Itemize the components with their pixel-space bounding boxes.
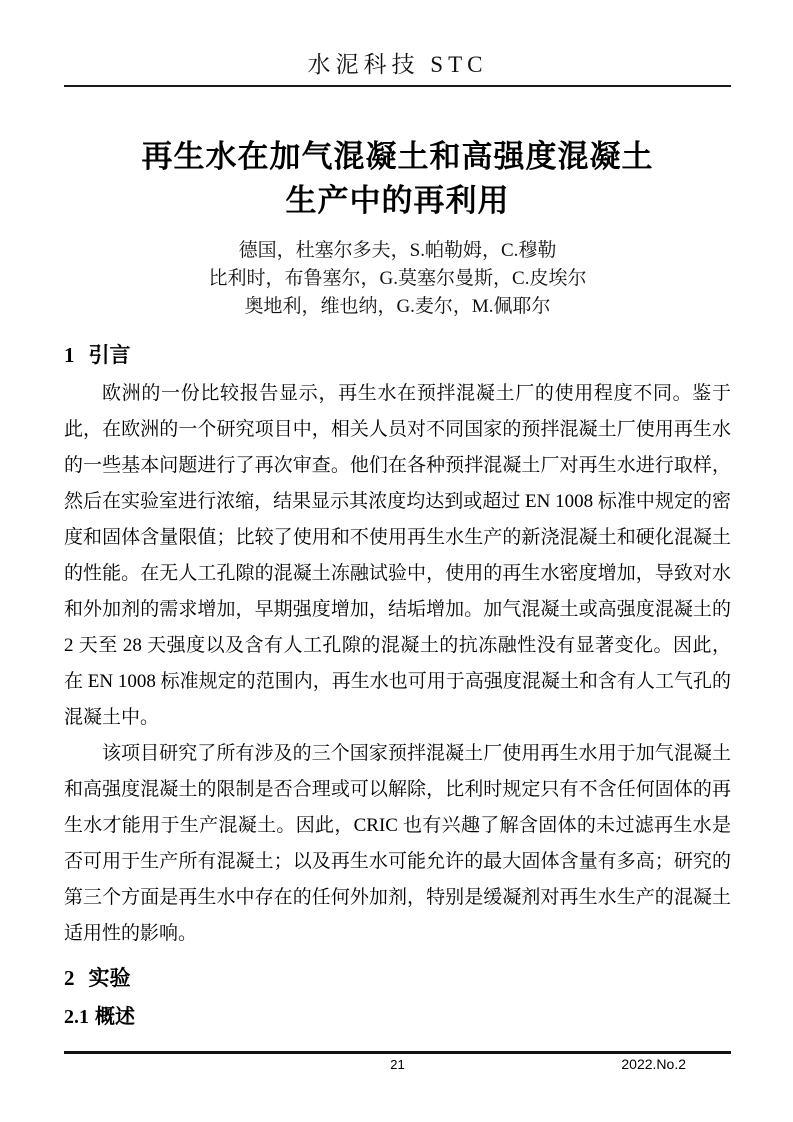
section-title: 引言: [88, 344, 131, 367]
header-divider: [64, 85, 731, 87]
subsection-title: 概述: [95, 1006, 135, 1028]
author-block: [64, 237, 731, 321]
section-number: 2: [64, 966, 75, 990]
footer-divider: [64, 1051, 731, 1054]
article-title: [64, 135, 731, 223]
section-heading-experiment: [64, 964, 731, 993]
section-heading-introduction: [64, 341, 731, 370]
page-footer: [64, 1051, 731, 1091]
article-title-line-1: 再生水在加气混凝土和高强度混凝土: [141, 139, 654, 174]
intro-paragraph-2: 该项目研究了所有涉及的三个国家预拌混凝土厂使用再生水用于加气混凝土和高强度混凝土的限制是否合理或可以解除，比利时规定只有不含任何固体的再生水才能用于生产混凝土。因此，CRIC 也有兴趣了解含固体的未过滤再生水是否可用于生产所有混凝土；以及再生水可能允许的最大固体含量有多高；研究的第三个方面是再生水中存在的任何外加剂，特别是缓凝剂对再生水生产的混凝土适用性的影响。: [64, 743, 731, 944]
section-number: 1: [64, 343, 75, 367]
issue-label: 2022.No.2: [621, 1056, 686, 1072]
journal-title: 水泥科技 STC: [307, 52, 488, 77]
intro-paragraph-1: 欧洲的一份比较报告显示，再生水在预拌混凝土厂的使用程度不同。鉴于此，在欧洲的一个研究项目中，相关人员对不同国家的预拌混凝土厂使用再生水的一些基本问题进行了再次审查。他们在各种预拌混凝土厂对再生水进行取样，然后在实验室进行浓缩，结果显示其浓度均达到或超过 EN 1008 标准中规定的密度和固体含量限值；比较了使用和不使用再生水生产的新浇混凝土和硬化混凝土的性能。在无人工孔隙的混凝土冻融试验中，使用的再生水密度增加，导致对水和外加剂的需求增加，早期强度增加，结垢增加。加气混凝土或高强度混凝土的 2 天至 28 天强度以及含有人工孔隙的混凝土的抗冻融性没有显著变化。因此，在 EN 1008 标准规定的范围内，再生水也可用于高强度混凝土和含有人工气孔的混凝土中。: [64, 383, 731, 728]
article-title-line-2: 生产中的再利用: [285, 183, 510, 218]
author-line-austria: 奥地利，维也纳，G.麦尔，M.佩耶尔: [244, 296, 551, 317]
section-title: 实验: [88, 967, 131, 990]
journal-header: [64, 0, 731, 87]
subsection-number: 2.1: [64, 1006, 89, 1028]
page-number: 21: [390, 1057, 405, 1072]
author-line-germany: 德国，杜塞尔多夫，S.帕勒姆，C.穆勒: [238, 240, 557, 261]
subsection-heading-overview: [64, 1003, 731, 1031]
author-line-belgium: 比利时，布鲁塞尔，G.莫塞尔曼斯，C.皮埃尔: [208, 268, 587, 289]
